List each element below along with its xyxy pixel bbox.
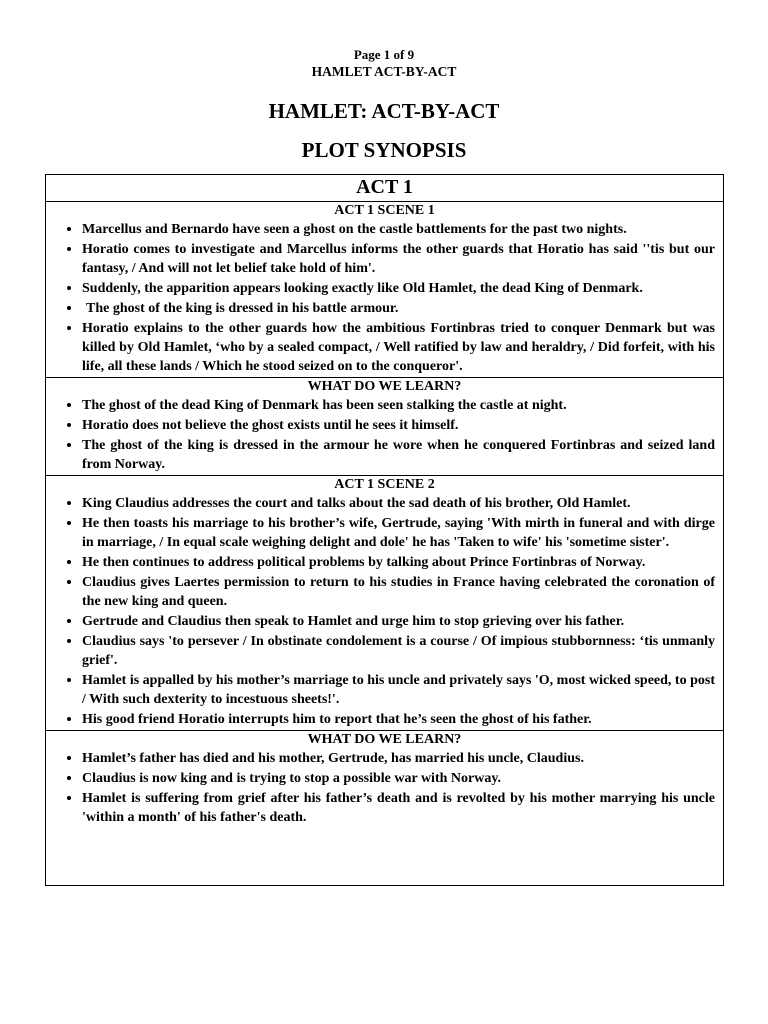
list-item: • He then continues to address political problems by talking about Prince Fortinbras of Norway. bbox=[82, 552, 715, 572]
list-item: • Claudius is now king and is trying to stop a possible war with Norway. bbox=[82, 768, 715, 788]
act-heading-row bbox=[46, 175, 724, 202]
bullet-list bbox=[54, 493, 715, 729]
page-number: Page 1 of 9 bbox=[353, 47, 415, 62]
running-title: HAMLET ACT-BY-ACT bbox=[311, 64, 457, 79]
list-item: • Hamlet’s father has died and his mother, Gertrude, has married his uncle, Claudius. bbox=[82, 748, 715, 768]
list-item: • Gertrude and Claudius then speak to Hamlet and urge him to stop grieving over his father. bbox=[82, 611, 715, 631]
bullet-list bbox=[54, 748, 715, 827]
section-cell-learn-1 bbox=[46, 378, 724, 476]
document-title: HAMLET: ACT-BY-ACT bbox=[268, 99, 500, 123]
synopsis-table bbox=[45, 174, 724, 886]
list-item: • King Claudius addresses the court and talks about the sad death of his brother, Old Hamlet. bbox=[82, 493, 715, 513]
bullet-list bbox=[54, 395, 715, 474]
list-item: • Hamlet is appalled by his mother’s marriage to his uncle and privately says 'O, most wicked speed, to post / With such dexterity to incestuous sheets!'. bbox=[82, 670, 715, 709]
list-item: • Horatio comes to investigate and Marcellus informs the other guards that Horatio has said ''tis but our fantasy, / And will not let belief take hold of him'. bbox=[82, 239, 715, 278]
section-heading: ACT 1 SCENE 2 bbox=[334, 477, 435, 492]
list-item: • Claudius says 'to persever / In obstinate condolement is a course / Of impious stubbornness: ‘tis unmanly grief'. bbox=[82, 631, 715, 670]
list-item: • Horatio does not believe the ghost exists until he sees it himself. bbox=[82, 415, 715, 435]
section-heading: WHAT DO WE LEARN? bbox=[307, 732, 462, 747]
section-cell-scene-1 bbox=[46, 202, 724, 378]
section-row bbox=[46, 476, 724, 731]
section-heading: WHAT DO WE LEARN? bbox=[307, 379, 462, 394]
list-item: • The ghost of the dead King of Denmark has been seen stalking the castle at night. bbox=[82, 395, 715, 415]
list-item: • Claudius gives Laertes permission to return to his studies in France having celebrated the coronation of the new king and queen. bbox=[82, 572, 715, 611]
section-row bbox=[46, 202, 724, 378]
document-subtitle: PLOT SYNOPSIS bbox=[301, 138, 467, 162]
act-heading: ACT 1 bbox=[46, 175, 724, 202]
list-item: • The ghost of the king is dressed in his battle armour. bbox=[82, 298, 715, 318]
section-cell-learn-2 bbox=[46, 731, 724, 886]
list-item: • Hamlet is suffering from grief after his father’s death and is revolted by his mother marrying his uncle 'within a month' of his father's death. bbox=[82, 788, 715, 827]
section-heading: ACT 1 SCENE 1 bbox=[334, 203, 435, 218]
list-item: • Horatio explains to the other guards how the ambitious Fortinbras tried to conquer Denmark but was killed by Old Hamlet, ‘who by a sealed compact, / Well ratified by law and heraldry, / Did forfeit, with his life, all these lands / Which he stood seized on to the conqueror'. bbox=[82, 318, 715, 376]
list-item: • Suddenly, the apparition appears looking exactly like Old Hamlet, the dead King of Denmark. bbox=[82, 278, 715, 298]
section-row bbox=[46, 378, 724, 476]
list-item: • He then toasts his marriage to his brother’s wife, Gertrude, saying 'With mirth in funeral and with dirge in marriage, / In equal scale weighing delight and dole' he has 'Taken to wife' his 'sometime sister'. bbox=[82, 513, 715, 552]
section-cell-scene-2 bbox=[46, 476, 724, 731]
bullet-list bbox=[54, 219, 715, 376]
list-item: • The ghost of the king is dressed in the armour he wore when he conquered Fortinbras and seized land from Norway. bbox=[82, 435, 715, 474]
list-item: • His good friend Horatio interrupts him to report that he’s seen the ghost of his father. bbox=[82, 709, 715, 729]
list-item: • Marcellus and Bernardo have seen a ghost on the castle battlements for the past two nights. bbox=[82, 219, 715, 239]
section-row bbox=[46, 731, 724, 886]
